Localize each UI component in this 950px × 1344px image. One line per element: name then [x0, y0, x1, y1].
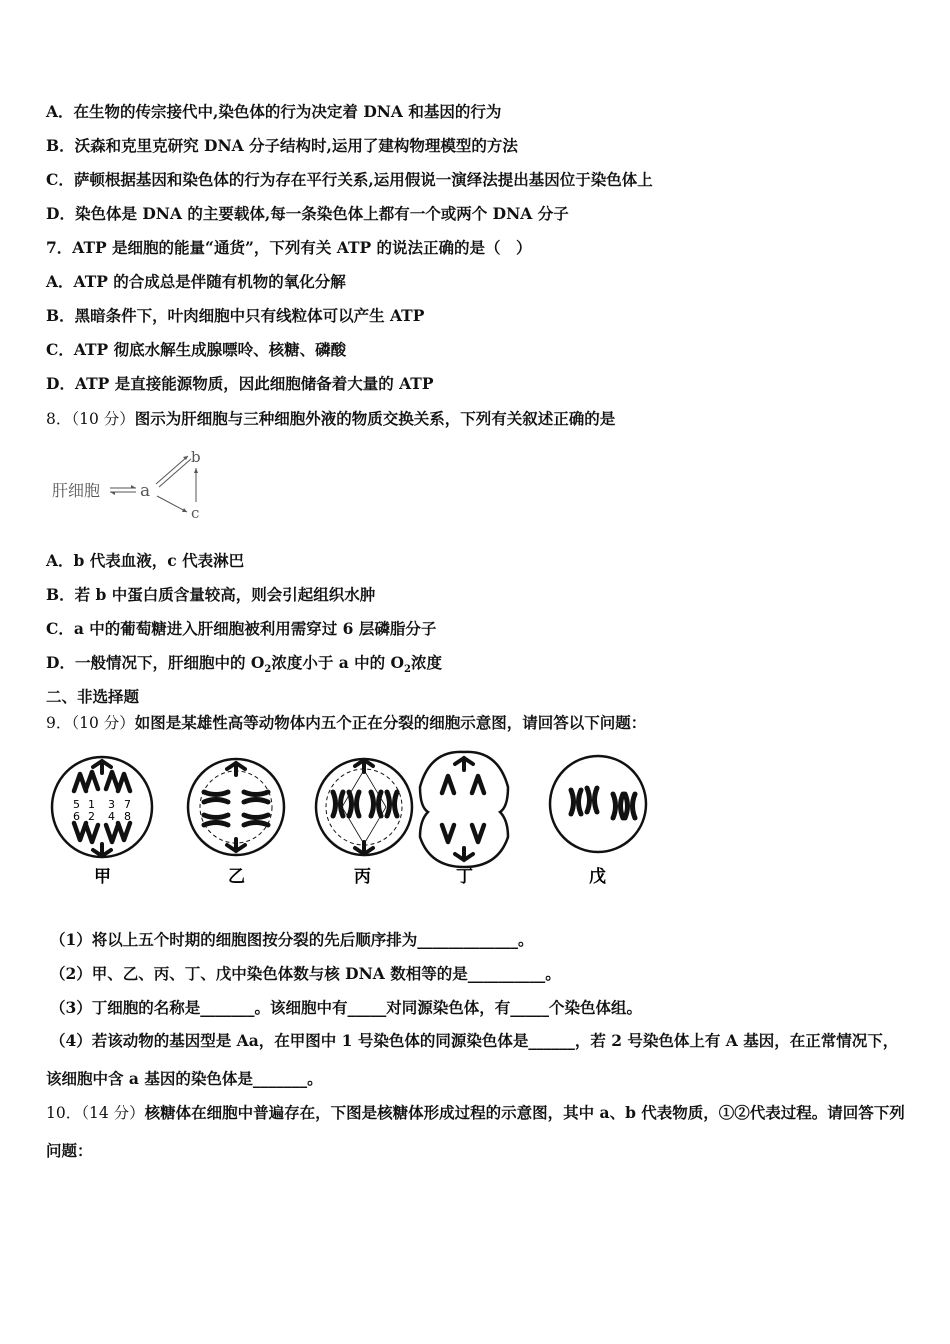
q8-option-b: B．若 b 中蛋白质含量较高，则会引起组织水肿	[46, 585, 376, 604]
q9-stem	[46, 713, 646, 733]
q7-option-c: C．ATP 彻底水解生成腺嘌呤、核糖、磷酸	[46, 340, 347, 359]
q8-number: 8．（10 分）	[46, 410, 135, 428]
q9-cell-diagram	[46, 742, 666, 900]
q8-option-a: A．b 代表血液，c 代表淋巴	[46, 551, 245, 570]
cell-label-wu: 戊	[589, 867, 606, 887]
q8-diagram-a: a	[140, 481, 151, 501]
q8-diagram-cell-label: 肝细胞	[52, 481, 101, 500]
q9-sub4: （4）若该动物的基因型是 Aa，在甲图中 1 号染色体的同源染色体是______，若 2 号染色体上有 A 基因，在正常情况下，该细胞中含 a 基因的染色体是_______。	[46, 1031, 899, 1088]
cell-jia-num-6: 6	[73, 810, 80, 823]
q10-text: 核糖体在细胞中普遍存在，下图是核糖体形成过程的示意图，其中 a、b 代表物质，①②代表过程。请回答下列问题：	[46, 1103, 905, 1160]
q8-stem-text: 图示为肝细胞与三种细胞外液的物质交换关系，下列有关叙述正确的是	[134, 409, 616, 428]
q7-option-a: A．ATP 的合成总是伴随有机物的氧化分解	[46, 272, 346, 291]
cell-bing	[316, 759, 412, 887]
q9-stem-text: 如图是某雄性高等动物体内五个正在分裂的细胞示意图，请回答以下问题：	[134, 713, 647, 732]
q9-sub2: （2）甲、乙、丙、丁、戊中染色体数与核 DNA 数相等的是__________。	[50, 964, 561, 983]
cell-label-ding: 丁	[456, 867, 473, 887]
cell-label-bing: 丙	[354, 867, 371, 887]
q8-diagram-c: c	[191, 504, 200, 522]
q8-option-c: C．a 中的葡萄糖进入肝细胞被利用需穿过 6 层磷脂分子	[46, 619, 437, 638]
cell-ding	[420, 752, 508, 887]
cell-jia	[52, 757, 152, 887]
q7-option-d: D．ATP 是直接能源物质，因此细胞储备着大量的 ATP	[46, 374, 434, 393]
cell-jia-num-8: 8	[124, 810, 131, 823]
q8-stem	[46, 409, 615, 429]
cell-yi	[188, 759, 284, 887]
q8-option-d: D．一般情况下，肝细胞中的 $O_2$浓度小于 a 中的 $O_2$浓度	[46, 653, 443, 676]
q6-option-d: D．染色体是 DNA 的主要载体,每一条染色体上都有一个或两个 DNA 分子	[46, 204, 569, 223]
q8-diagram-b: b	[191, 448, 201, 466]
q6-option-b: B．沃森和克里克研究 DNA 分子结构时,运用了建构物理模型的方法	[46, 136, 518, 155]
section-title: 二、非选择题	[46, 687, 140, 706]
cell-jia-num-2: 2	[88, 810, 95, 823]
cell-jia-num-3: 3	[108, 798, 115, 811]
cell-wu	[550, 756, 646, 887]
q6-option-a: A．在生物的传宗接代中,染色体的行为决定着 DNA 和基因的行为	[46, 102, 502, 121]
cell-jia-num-7: 7	[124, 798, 131, 811]
cell-jia-num-4: 4	[108, 810, 115, 823]
cell-jia-num-1: 1	[88, 798, 95, 811]
cell-label-jia: 甲	[94, 867, 111, 887]
q7-option-b: B．黑暗条件下，叶肉细胞中只有线粒体可以产生 ATP	[46, 306, 425, 325]
q10-number: 10．（14 分）	[46, 1104, 145, 1122]
q9-sub3: （3）丁细胞的名称是_______。该细胞中有_____对同源染色体，有_____个染色体组。	[50, 998, 643, 1017]
q10	[46, 1094, 908, 1170]
cell-jia-num-5: 5	[73, 798, 80, 811]
q6-option-c: C．萨顿根据基因和染色体的行为存在平行关系,运用假说一演绎法提出基因位于染色体上	[46, 170, 653, 189]
q8-diagram	[48, 440, 218, 525]
cell-label-yi: 乙	[228, 867, 245, 887]
q9-sub1: （1）将以上五个时期的细胞图按分裂的先后顺序排为_____________。	[50, 930, 534, 949]
q9-number: 9．（10 分）	[46, 714, 135, 732]
q7-stem: 7．ATP 是细胞的能量“通货”，下列有关 ATP 的说法正确的是（ ）	[46, 238, 532, 257]
